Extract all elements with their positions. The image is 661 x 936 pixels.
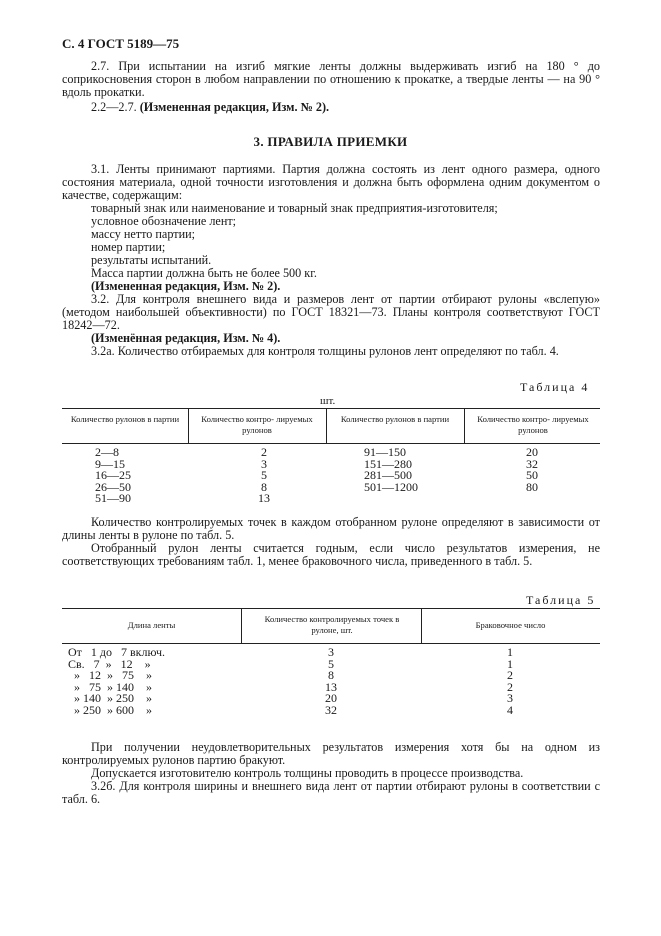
table-4-cell: 26—50 <box>95 479 131 494</box>
revision-note-2: (Измененная редакция, Изм. № 2). <box>91 279 281 293</box>
table-4-cell: 13 <box>258 491 270 505</box>
table-5-divider <box>241 608 242 643</box>
table-4-header-rule <box>62 443 600 444</box>
section-title: 3. ПРАВИЛА ПРИЕМКИ <box>253 134 408 149</box>
table-5-cell: 32 <box>325 702 337 717</box>
table-4-cell: 5 <box>261 468 267 482</box>
table-4-cell: 8 <box>261 479 267 494</box>
table-5-cell: 20 <box>325 691 337 705</box>
table-4-cell: 2—8 <box>95 445 119 459</box>
paragraph-3-2a: 3.2а. Количество отбираемых для контроля толщины рулонов лент определяют по табл. 4. <box>91 344 559 358</box>
table-4-header: Количество контро- лируемых рулонов <box>201 414 313 435</box>
list-item: товарный знак или наименование и товарный знак предприятия-изготовителя; <box>91 201 498 215</box>
table-4-cell: 281—500 <box>364 468 412 482</box>
paragraph-fail: При получении неудовлетворительных результатов измерения хотя бы на одном из контролируемых рулонов партию бракуют. <box>62 740 600 767</box>
table-5-header: Браковочное число <box>475 620 546 630</box>
table-5-cell: Св. 7 » 12 » <box>68 656 151 671</box>
table-4-cell: 501—1200 <box>364 479 418 494</box>
table-5-cell: » 75 » 140 » <box>68 679 152 694</box>
paragraph-good-roll: Отобранный рулон ленты считается годным, если число результатов измерения, не соответствующих требованиям табл. 1, менее браковочного числа, приведенного в табл. 5. <box>62 541 600 568</box>
list-item: массу нетто партии; <box>91 227 196 241</box>
list-item: результаты испытаний. <box>91 253 212 267</box>
paragraph-3-1: 3.1. Ленты принимают партиями. Партия должна состоять из лент одного размера, одного состояния материала, одной точности изготовления и должна быть оформлена одним документом о качестве, содержащим: <box>62 162 600 202</box>
table-4-header: Количество контро- лируемых рулонов <box>477 414 589 435</box>
table-4-divider <box>188 408 189 443</box>
table-4-cell: 2 <box>261 445 267 459</box>
table-5-cell: 5 <box>328 656 334 671</box>
table-4-cell: 32 <box>526 456 538 471</box>
table-5-cell: 13 <box>325 679 337 694</box>
table-5-header-rule <box>62 643 600 644</box>
list-item: номер партии; <box>91 240 166 254</box>
paragraph-3-2: 3.2. Для контроля внешнего вида и размеров лент от партии отбирают рулоны «вслепую» (методом наибольшей объективности) по ГОСТ 18321—73. Планы контроля соответствуют ГОСТ 18242—72. <box>62 292 600 332</box>
revision-range: 2.2—2.7. <box>91 100 137 114</box>
table-4-cell: 20 <box>526 445 538 459</box>
table-4-top-rule <box>62 408 600 409</box>
table-5-header: Длина ленты <box>127 620 176 630</box>
table-5-cell: » 250 » 600 » <box>68 702 152 717</box>
table-5-cell: 4 <box>507 702 513 717</box>
table-5-top-rule <box>62 608 600 609</box>
table-4-cell: 151—280 <box>364 456 412 471</box>
mass-limit: Масса партии должна быть не более 500 кг. <box>91 266 317 280</box>
table-5-cell: 2 <box>507 668 513 682</box>
table-5-cell: 3 <box>507 691 513 705</box>
table-5-cell: 8 <box>328 668 334 682</box>
paragraph-allow: Допускается изготовителю контроль толщины проводить в процессе производства. <box>91 766 524 780</box>
table-4-divider <box>464 408 465 443</box>
table-5-cell: 3 <box>328 645 334 659</box>
table-4-divider <box>326 408 327 443</box>
table-4-cell: 16—25 <box>95 468 131 482</box>
table-5-cell: 1 <box>507 656 513 671</box>
table-5-cell: 1 <box>507 645 513 659</box>
paragraph-3-2b: 3.2б. Для контроля ширины и внешнего вида лент от партии отбирают рулоны в соответствии с табл. 6. <box>62 779 600 806</box>
table-4-cell: 91—150 <box>364 445 406 459</box>
revision-text: (Измененная редакция, Изм. № 2). <box>139 100 330 114</box>
table-5-cell: » 140 » 250 » <box>68 691 152 705</box>
table-4-header: Количество рулонов в партии <box>340 414 450 424</box>
table-4-label: Таблица 4 <box>520 380 590 394</box>
table-5-label: Таблица 5 <box>526 593 596 607</box>
table-4-unit: шт. <box>320 395 336 407</box>
table-4-cell: 50 <box>526 468 538 482</box>
paragraph-points: Количество контролируемых точек в каждом отобранном рулоне определяют в зависимости от длины ленты в рулоне по табл. 5. <box>62 515 600 542</box>
table-4-cell: 9—15 <box>95 456 125 471</box>
table-5-header: Количество контролируемых точек в рулоне, шт. <box>264 614 400 635</box>
table-5-cell: » 12 » 75 » <box>68 668 152 682</box>
table-4-cell: 80 <box>526 479 538 494</box>
table-5-cell: От 1 до 7 включ. <box>68 645 166 659</box>
revision-note-2-2-2-7 <box>91 101 329 114</box>
table-4-cell: 51—90 <box>95 491 131 505</box>
list-item: условное обозначение лент; <box>91 214 237 228</box>
table-4-cell: 3 <box>261 456 267 471</box>
revision-note-4: (Изменённая редакция, Изм. № 4). <box>91 331 281 345</box>
paragraph-2-7: 2.7. При испытании на изгиб мягкие ленты должны выдерживать изгиб на 180 ° до соприкосновения сторон в любом направлении по отношению к прокатке, а твердые ленты — на 90 ° вдоль прокатки. <box>62 59 600 99</box>
table-4-header: Количество рулонов в партии <box>70 414 180 424</box>
page-header: С. 4 ГОСТ 5189—75 <box>62 36 180 51</box>
table-5-cell: 2 <box>507 679 513 694</box>
